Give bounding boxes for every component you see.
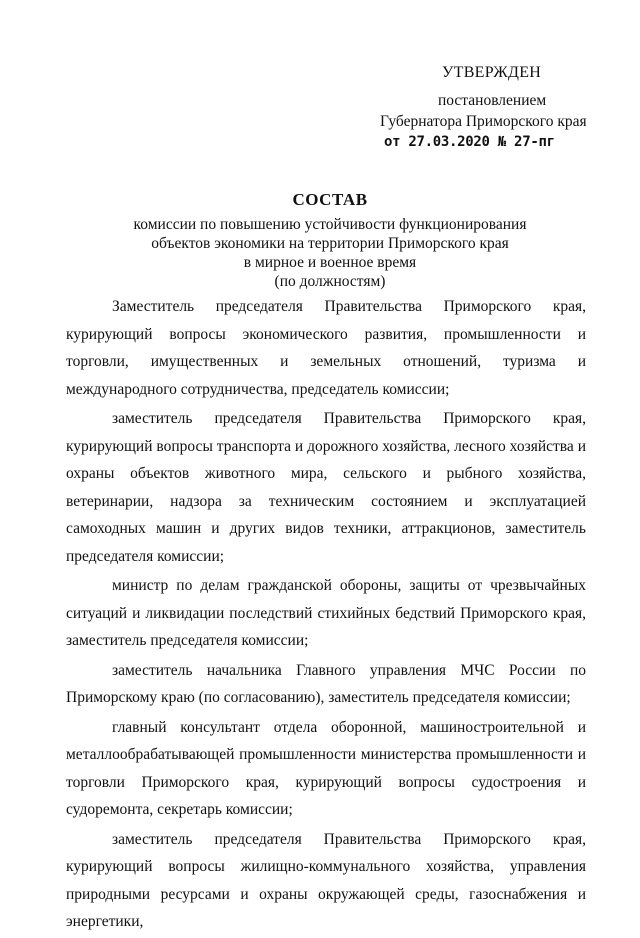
members-list (66, 293, 586, 938)
approval-stamp: УТВЕРЖДЕН (442, 64, 542, 81)
member-paragraph: Заместитель председателя Правительства Приморского края, курирующий вопросы экономического развития, промышленности и торговли, имущественных и земельных отношений, туризма и международного сотрудничества, председатель комиссии; (66, 298, 586, 398)
member-paragraph: заместитель председателя Правительства Приморского края, курирующий вопросы жилищно-коммунального хозяйства, управления природными ресурсами и охраны окружающей среды, газоснабжения и энергетики, (66, 830, 586, 930)
document-heading (60, 190, 600, 291)
approval-decree: постановлением (438, 92, 547, 109)
heading-line: комиссии по повышению устойчивости функционирования (133, 216, 527, 233)
member-paragraph: министр по делам гражданской обороны, защиты от чрезвычайных ситуаций и ликвидации последствий стихийных бедствий Приморского края, заместитель председателя комиссии; (66, 577, 586, 649)
approval-number: от 27.03.2020 № 27-пг (384, 134, 555, 150)
member-paragraph: главный консультант отдела оборонной, машиностроительной и металлообрабатывающей промышленности министерства промышленности и торговли Приморского края, курирующий вопросы судостроения и судоремонта, секретарь комиссии; (66, 718, 586, 818)
heading-line: объектов экономики на территории Приморского края (151, 235, 509, 252)
document-title: СОСТАВ (292, 190, 368, 209)
member-paragraph: заместитель начальника Главного управления МЧС России по Приморскому краю (по согласованию), заместитель председателя комиссии; (66, 661, 586, 706)
heading-line: (по должностям) (274, 273, 386, 290)
approval-governor: Губернатора Приморского края (380, 113, 587, 130)
heading-line: в мирное и военное время (243, 254, 417, 271)
approval-block (376, 62, 596, 153)
member-paragraph: заместитель председателя Правительства Приморского края, курирующий вопросы транспорта и дорожного хозяйства, лесного хозяйства и охраны объектов животного мира, сельского и рыбного хозяйства, ветеринарии, надзора за техническим состоянием и эксплуатацией самоходных машин и других видов техники, аттракционов, заместитель председателя комиссии; (66, 410, 586, 565)
